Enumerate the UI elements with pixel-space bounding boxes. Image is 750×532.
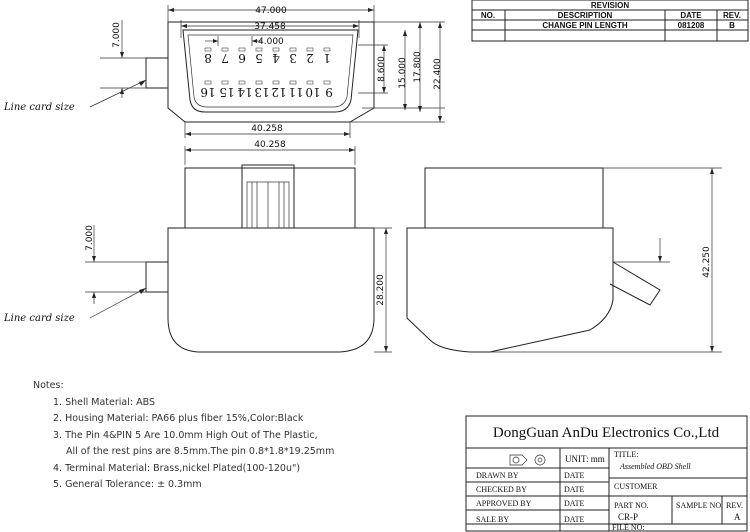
pin-label-12: 12 [271,85,287,99]
note-item-3: 3. The Pin 4&PIN 5 Are 10.0mm High Out of The Plastic, [53,429,318,441]
sale-by-label: SALE BY [476,515,510,524]
note-item-1: 1. Shell Material: ABS [53,396,155,408]
pin-label-14: 14 [237,85,253,99]
rev-label: REV. [726,501,743,510]
pin-label-8: 8 [204,51,212,65]
dim-front-height-a: 8.600 [377,56,387,82]
pin-label-16: 16 [200,85,216,99]
date-label-1: DATE [564,471,585,480]
dim-top-width: 47.000 [255,6,287,16]
title-label: TITLE: [614,450,639,459]
dim-base-width-2: 40.258 [254,140,286,150]
dim-front-height-c: 17.800 [413,51,423,83]
date-label-2: DATE [564,485,585,494]
dim-body-height: 28.200 [376,274,386,306]
pin-label-3: 3 [289,51,297,65]
pin-label-5: 5 [255,51,263,65]
note-item-2: 2. Housing Material: PA66 plus fiber 15%,Color:Black [53,413,304,424]
pin-label-2: 2 [306,51,314,65]
pin-label-13: 13 [254,85,270,99]
dim-cable-width-side: 7.000 [85,225,95,251]
revision-title: REVISION [590,1,630,10]
title-value: Assembled OBD Shell [620,462,691,471]
title-block [466,416,747,532]
date-label-4: DATE [564,515,585,524]
pin-label-6: 6 [238,51,246,65]
pin-label-10: 10 [305,85,321,99]
pin-label-11: 11 [288,85,304,99]
end-view [407,168,722,352]
rev-value: A [734,512,741,522]
part-no-value: CR-P [618,512,639,522]
dim-total-height: 42.250 [702,246,712,278]
part-no-label: PART NO. [614,501,649,510]
checked-by-label: CHECKED BY [476,485,527,494]
customer-label: CUSTOMER [614,482,658,491]
pin-label-1: 1 [323,51,331,65]
dim-front-height-d: 22.400 [433,58,443,90]
dim-inner-width: 37.458 [254,22,286,32]
side-view [3,140,392,352]
revision-rev: B [729,21,735,30]
line-card-label-2: Line card size [4,313,75,324]
notes-block [33,378,334,494]
dim-base-width-1: 40.258 [251,124,283,134]
projection-symbol-icon [510,455,545,465]
dim-front-height-b: 15.000 [398,57,408,89]
notes-heading: Notes: [33,380,64,391]
pin-label-15: 15 [219,85,235,99]
file-no-label: FILE NO: [612,523,645,532]
revision-description: CHANGE PIN LENGTH [542,21,628,30]
dim-pin-pitch: 4.000 [258,37,284,47]
note-item-5: 5. General Tolerance: ± 0.3mm [53,479,202,490]
note-item-3-cont: All of the rest pins are 8.5mm.The pin 0.8*1.8*19.25mm [66,446,335,457]
unit-label: UNIT: mm [565,454,605,464]
approved-by-label: APPROVED BY [476,499,532,508]
revision-header-description: DESCRIPTION [557,11,613,20]
revision-header-date: DATE [680,11,702,20]
revision-header-rev: REV. [723,11,741,20]
pin-label-9: 9 [325,85,333,99]
sample-no-label: SAMPLE NO. [676,501,724,510]
revision-header-no: NO. [480,11,496,20]
pin-label-4: 4 [272,51,280,65]
revision-date: 081208 [677,21,705,30]
front-view [3,5,445,138]
note-item-4: 4. Terminal Material: Brass,nickel Plated(100-120u") [53,462,301,474]
line-card-label-1: Line card size [4,102,75,113]
revision-table [472,0,748,41]
dim-cable-width-top: 7.000 [112,22,122,48]
date-label-3: DATE [564,499,585,508]
company-name: DongGuan AnDu Electronics Co.,Ltd [492,425,720,441]
pin-label-7: 7 [221,51,229,65]
drawn-by-label: DRAWN BY [476,471,519,480]
